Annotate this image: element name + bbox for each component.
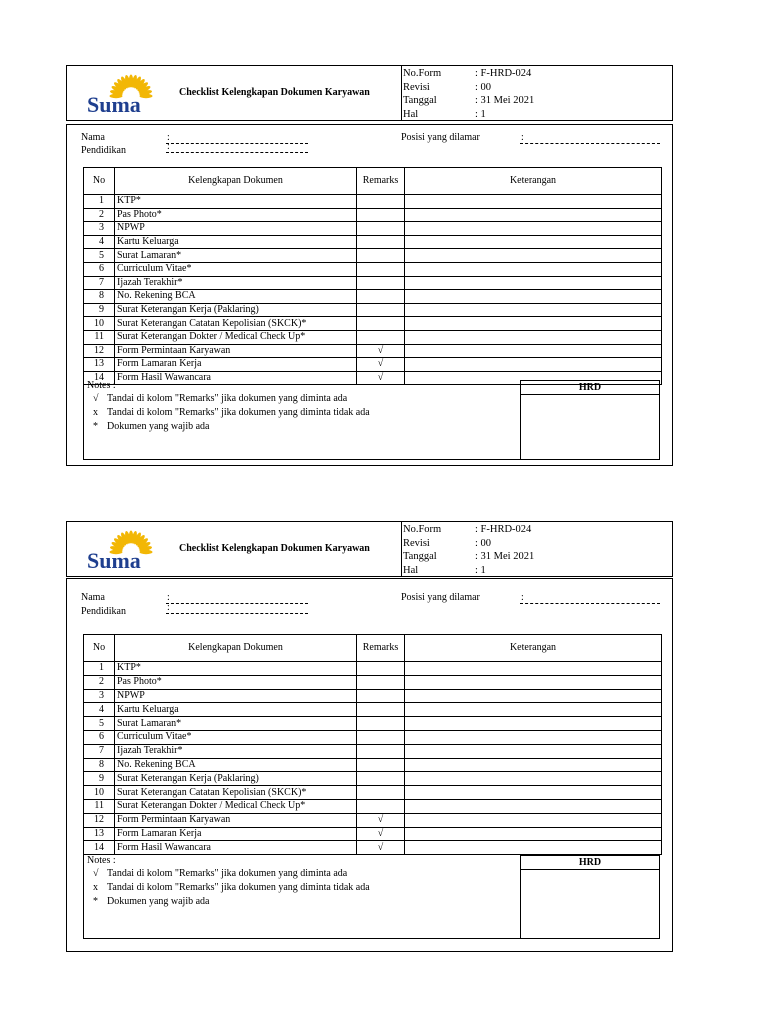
row-number: 7: [84, 276, 115, 290]
row-remarks-cell[interactable]: [357, 222, 405, 236]
row-number: 10: [84, 317, 115, 331]
row-number: 3: [84, 222, 115, 236]
row-keterangan-cell[interactable]: [405, 262, 662, 276]
row-remarks-cell[interactable]: √: [357, 371, 405, 385]
row-document: Form Hasil Wawancara: [115, 371, 357, 385]
header-keterangan: Keterangan: [405, 168, 662, 195]
table-row: [84, 827, 662, 841]
meta-label: Tanggal: [403, 95, 437, 106]
note-symbol: x: [93, 882, 98, 893]
row-document: Surat Keterangan Catatan Kepolisian (SKCK)*: [115, 786, 357, 800]
row-remarks-cell[interactable]: [357, 276, 405, 290]
notes-title: Notes :: [87, 855, 116, 866]
row-remarks-cell[interactable]: [357, 744, 405, 758]
row-remarks-cell[interactable]: [357, 689, 405, 703]
row-keterangan-cell[interactable]: [405, 744, 662, 758]
row-document: Ijazah Terakhir*: [115, 744, 357, 758]
row-number: 6: [84, 262, 115, 276]
table-row: [84, 841, 662, 855]
form-body: [66, 124, 673, 466]
note-text: Tandai di kolom "Remarks" jika dokumen yang diminta ada: [107, 868, 348, 879]
form-header: [66, 521, 673, 577]
row-document: KTP*: [115, 662, 357, 676]
row-keterangan-cell[interactable]: [405, 276, 662, 290]
table-row: [84, 249, 662, 263]
meta-value: : 00: [475, 537, 492, 549]
table-row: [84, 703, 662, 717]
row-keterangan-cell[interactable]: [405, 772, 662, 786]
row-document: Form Permintaan Karyawan: [115, 813, 357, 827]
meta-value: : 31 Mei 2021: [475, 95, 535, 106]
row-remarks-cell[interactable]: √: [357, 358, 405, 372]
header-no: No: [84, 635, 115, 662]
row-number: 7: [84, 744, 115, 758]
table-row: [84, 662, 662, 676]
row-remarks-cell[interactable]: [357, 303, 405, 317]
row-remarks-cell[interactable]: [357, 262, 405, 276]
row-keterangan-cell[interactable]: [405, 703, 662, 717]
row-number: 14: [84, 371, 115, 385]
row-number: 3: [84, 689, 115, 703]
meta-value: : F-HRD-024: [475, 68, 532, 79]
note-text: Dokumen yang wajib ada: [107, 896, 210, 907]
row-number: 11: [84, 799, 115, 813]
note-symbol: *: [93, 896, 98, 907]
meta-label: Hal: [403, 108, 419, 120]
row-document: Ijazah Terakhir*: [115, 276, 357, 290]
row-number: 2: [84, 675, 115, 689]
row-document: Surat Keterangan Dokter / Medical Check Up*: [115, 799, 357, 813]
suma-logo: [81, 526, 181, 574]
document-checklist-table: [83, 167, 662, 385]
row-number: 6: [84, 730, 115, 744]
row-remarks-cell[interactable]: √: [357, 841, 405, 855]
note-text: Dokumen yang wajib ada: [107, 421, 210, 432]
meta-label: Tanggal: [403, 551, 437, 562]
table-row: [84, 222, 662, 236]
row-keterangan-cell[interactable]: [405, 222, 662, 236]
posisi-field[interactable]: [520, 143, 660, 144]
note-text: Tandai di kolom "Remarks" jika dokumen yang diminta tidak ada: [107, 882, 370, 893]
pendidikan-label: Pendidikan: [81, 145, 126, 156]
row-remarks-cell[interactable]: [357, 730, 405, 744]
row-keterangan-cell[interactable]: [405, 786, 662, 800]
row-number: 4: [84, 235, 115, 249]
header-remarks: Remarks: [357, 635, 405, 662]
posisi-label: Posisi yang dilamar: [401, 132, 480, 143]
form-body: [66, 578, 673, 952]
nama-field[interactable]: [166, 603, 308, 604]
pendidikan-field[interactable]: [166, 152, 308, 153]
row-number: 14: [84, 841, 115, 855]
posisi-colon: :: [521, 132, 524, 143]
checklist-form-1: [66, 65, 673, 466]
row-document: Surat Keterangan Kerja (Paklaring): [115, 303, 357, 317]
row-keterangan-cell[interactable]: [405, 358, 662, 372]
header-keterangan: Keterangan: [405, 635, 662, 662]
hrd-label: HRD: [521, 856, 659, 870]
row-remarks-cell[interactable]: [357, 758, 405, 772]
row-document: No. Rekening BCA: [115, 758, 357, 772]
row-document: Form Permintaan Karyawan: [115, 344, 357, 358]
row-keterangan-cell[interactable]: [405, 317, 662, 331]
row-keterangan-cell[interactable]: [405, 758, 662, 772]
table-row: [84, 303, 662, 317]
table-row: [84, 276, 662, 290]
suma-logo: [81, 70, 181, 118]
posisi-label: Posisi yang dilamar: [401, 592, 480, 603]
row-number: 2: [84, 208, 115, 222]
row-document: Surat Keterangan Kerja (Paklaring): [115, 772, 357, 786]
meta-value: : 00: [475, 81, 492, 93]
row-remarks-cell[interactable]: [357, 662, 405, 676]
pendidikan-colon: :: [167, 141, 170, 152]
row-document: NPWP: [115, 689, 357, 703]
table-row: [84, 717, 662, 731]
nama-colon: :: [167, 592, 170, 603]
row-document: NPWP: [115, 222, 357, 236]
form-header: [66, 65, 673, 121]
sun-icon: [81, 70, 181, 118]
table-row: [84, 675, 662, 689]
row-number: 8: [84, 758, 115, 772]
row-number: 1: [84, 662, 115, 676]
row-number: 9: [84, 303, 115, 317]
row-keterangan-cell[interactable]: [405, 827, 662, 841]
table-row: [84, 730, 662, 744]
row-remarks-cell[interactable]: √: [357, 344, 405, 358]
table-row: [84, 772, 662, 786]
table-row: [84, 786, 662, 800]
row-number: 8: [84, 290, 115, 304]
row-remarks-cell[interactable]: [357, 703, 405, 717]
row-document: No. Rekening BCA: [115, 290, 357, 304]
table-row: [84, 262, 662, 276]
row-keterangan-cell[interactable]: [405, 195, 662, 209]
header-doc: Kelengkapan Dokumen: [115, 635, 357, 662]
meta-label: Revisi: [403, 537, 430, 549]
row-keterangan-cell[interactable]: [405, 717, 662, 731]
note-symbol: *: [93, 421, 98, 432]
table-row: [84, 813, 662, 827]
row-keterangan-cell[interactable]: [405, 675, 662, 689]
notes-title: Notes :: [87, 380, 116, 391]
sun-ray: [140, 94, 153, 98]
row-document: Form Lamaran Kerja: [115, 358, 357, 372]
row-number: 4: [84, 703, 115, 717]
hrd-sign-box[interactable]: [520, 380, 660, 460]
row-number: 12: [84, 344, 115, 358]
note-text: Tandai di kolom "Remarks" jika dokumen yang diminta tidak ada: [107, 407, 370, 418]
row-remarks-cell[interactable]: [357, 195, 405, 209]
nama-colon: :: [167, 132, 170, 143]
row-remarks-cell[interactable]: [357, 290, 405, 304]
nama-label: Nama: [81, 592, 105, 603]
row-document: Surat Keterangan Dokter / Medical Check Up*: [115, 330, 357, 344]
row-number: 12: [84, 813, 115, 827]
row-number: 13: [84, 358, 115, 372]
row-keterangan-cell[interactable]: [405, 208, 662, 222]
row-keterangan-cell[interactable]: [405, 841, 662, 855]
row-document: Form Hasil Wawancara: [115, 841, 357, 855]
hrd-label: HRD: [521, 381, 659, 395]
row-keterangan-cell[interactable]: [405, 235, 662, 249]
row-remarks-cell[interactable]: [357, 208, 405, 222]
row-remarks-cell[interactable]: [357, 317, 405, 331]
row-remarks-cell[interactable]: [357, 235, 405, 249]
row-number: 5: [84, 249, 115, 263]
row-keterangan-cell[interactable]: [405, 662, 662, 676]
table-row: [84, 758, 662, 772]
logo-text: Suma: [87, 548, 141, 573]
pendidikan-field[interactable]: [166, 613, 308, 614]
row-number: 10: [84, 786, 115, 800]
table-row: [84, 195, 662, 209]
meta-label: Hal: [403, 564, 419, 576]
row-document: Kartu Keluarga: [115, 235, 357, 249]
row-remarks-cell[interactable]: [357, 330, 405, 344]
pendidikan-colon: :: [167, 602, 170, 613]
table-row: [84, 317, 662, 331]
note-symbol: √: [93, 868, 99, 879]
row-keterangan-cell[interactable]: [405, 730, 662, 744]
meta-label: No.Form: [403, 68, 442, 79]
table-row: [84, 799, 662, 813]
pendidikan-label: Pendidikan: [81, 606, 126, 617]
row-keterangan-cell[interactable]: [405, 344, 662, 358]
form-title: Checklist Kelengkapan Dokumen Karyawan: [179, 543, 370, 554]
row-document: KTP*: [115, 195, 357, 209]
posisi-field[interactable]: [520, 603, 660, 604]
row-document: Surat Lamaran*: [115, 717, 357, 731]
meta-label: No.Form: [403, 524, 442, 535]
form-title: Checklist Kelengkapan Dokumen Karyawan: [179, 87, 370, 98]
meta-value: : 1: [475, 564, 486, 576]
nama-label: Nama: [81, 132, 105, 143]
row-remarks-cell[interactable]: √: [357, 813, 405, 827]
meta-value: : 31 Mei 2021: [475, 551, 535, 562]
row-document: Surat Keterangan Catatan Kepolisian (SKCK)*: [115, 317, 357, 331]
row-document: Pas Photo*: [115, 208, 357, 222]
row-remarks-cell[interactable]: √: [357, 827, 405, 841]
notes-box: [83, 380, 520, 460]
sun-ray: [140, 550, 153, 554]
table-row: [84, 744, 662, 758]
row-remarks-cell[interactable]: [357, 675, 405, 689]
row-remarks-cell[interactable]: [357, 786, 405, 800]
row-remarks-cell[interactable]: [357, 772, 405, 786]
nama-field[interactable]: [166, 143, 308, 144]
table-row: [84, 208, 662, 222]
row-number: 11: [84, 330, 115, 344]
row-number: 5: [84, 717, 115, 731]
note-symbol: x: [93, 407, 98, 418]
row-keterangan-cell[interactable]: [405, 799, 662, 813]
row-keterangan-cell[interactable]: [405, 303, 662, 317]
table-row: [84, 344, 662, 358]
meta-label: Revisi: [403, 81, 430, 93]
note-text: Tandai di kolom "Remarks" jika dokumen yang diminta ada: [107, 393, 348, 404]
row-keterangan-cell[interactable]: [405, 330, 662, 344]
hrd-sign-box[interactable]: [520, 855, 660, 939]
row-number: 1: [84, 195, 115, 209]
row-remarks-cell[interactable]: [357, 799, 405, 813]
table-row: [84, 689, 662, 703]
sun-icon: [81, 526, 181, 574]
header-remarks: Remarks: [357, 168, 405, 195]
row-document: Kartu Keluarga: [115, 703, 357, 717]
row-remarks-cell[interactable]: [357, 249, 405, 263]
posisi-colon: :: [521, 592, 524, 603]
row-document: Pas Photo*: [115, 675, 357, 689]
note-symbol: √: [93, 393, 99, 404]
row-keterangan-cell[interactable]: [405, 689, 662, 703]
row-document: Form Lamaran Kerja: [115, 827, 357, 841]
header-no: No: [84, 168, 115, 195]
row-keterangan-cell[interactable]: [405, 249, 662, 263]
row-number: 13: [84, 827, 115, 841]
checklist-form-2: [66, 521, 673, 952]
row-number: 9: [84, 772, 115, 786]
table-row: [84, 235, 662, 249]
row-keterangan-cell[interactable]: [405, 813, 662, 827]
row-document: Surat Lamaran*: [115, 249, 357, 263]
meta-value: : 1: [475, 108, 486, 120]
header-doc: Kelengkapan Dokumen: [115, 168, 357, 195]
logo-text: Suma: [87, 92, 141, 117]
row-document: Curriculum Vitae*: [115, 730, 357, 744]
row-document: Curriculum Vitae*: [115, 262, 357, 276]
document-checklist-table: [83, 634, 662, 855]
meta-value: : F-HRD-024: [475, 524, 532, 535]
table-row: [84, 358, 662, 372]
table-row: [84, 290, 662, 304]
row-keterangan-cell[interactable]: [405, 290, 662, 304]
table-row: [84, 330, 662, 344]
row-remarks-cell[interactable]: [357, 717, 405, 731]
